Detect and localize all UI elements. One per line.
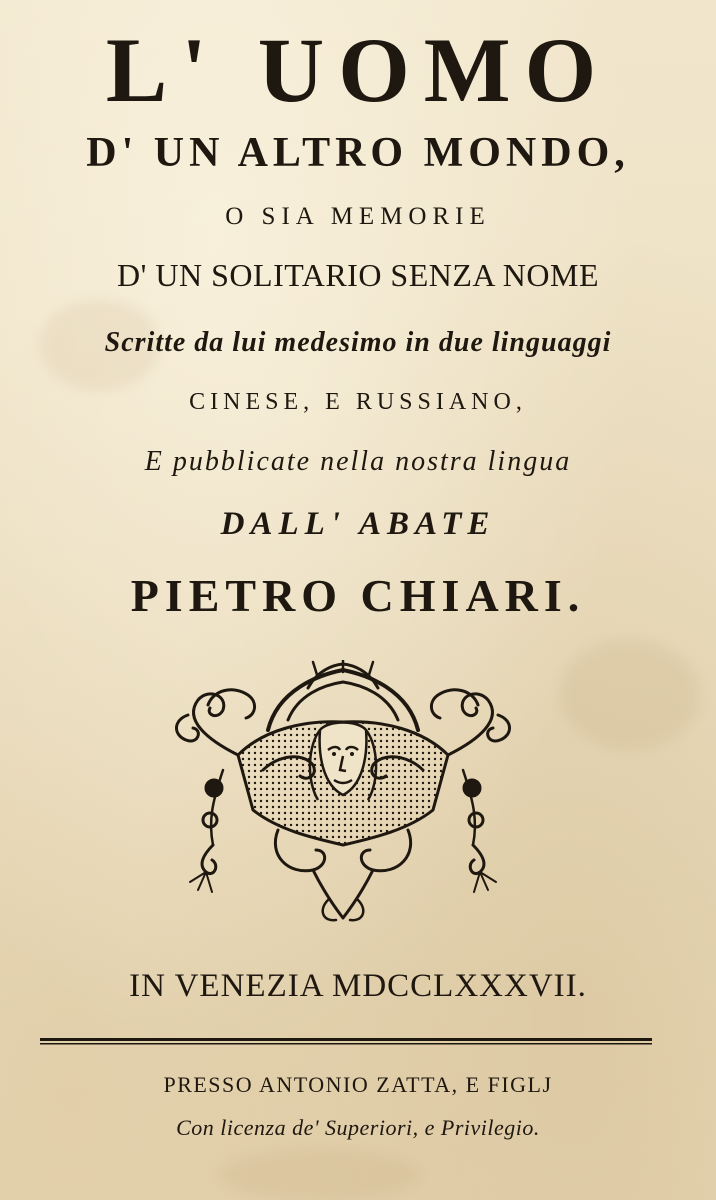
publisher-line: PRESSO ANTONIO ZATTA, E FIGLJ bbox=[163, 1072, 553, 1097]
description-line-2: CINESE, E RUSSIANO, bbox=[189, 389, 527, 415]
imprint-line: IN VENEZIA MDCCLXXXVII. bbox=[129, 968, 587, 1004]
licence-line: Con licenza de' Superiori, e Privilegio. bbox=[176, 1115, 540, 1140]
description-line-3: E pubblicate nella nostra lingua bbox=[144, 446, 572, 477]
author-prefix: DALL' ABATE bbox=[220, 506, 496, 542]
description-line-1: Scritte da lui medesimo in due linguaggi bbox=[104, 327, 612, 358]
subtitle-line-2: D' UN SOLITARIO SENZA NOME bbox=[117, 257, 599, 293]
subtitle-line-1: O SIA MEMORIE bbox=[225, 203, 491, 230]
double-rule-divider bbox=[40, 1037, 652, 1047]
baroque-cartouche-with-face-icon bbox=[168, 660, 518, 925]
author-name: PIETRO CHIARI. bbox=[130, 570, 586, 621]
paper-stain bbox=[220, 1150, 420, 1200]
paper-stain bbox=[560, 640, 700, 750]
title-line-2: D' UN ALTRO MONDO, bbox=[86, 130, 630, 176]
title-line-1: L' UOMO bbox=[105, 19, 611, 121]
